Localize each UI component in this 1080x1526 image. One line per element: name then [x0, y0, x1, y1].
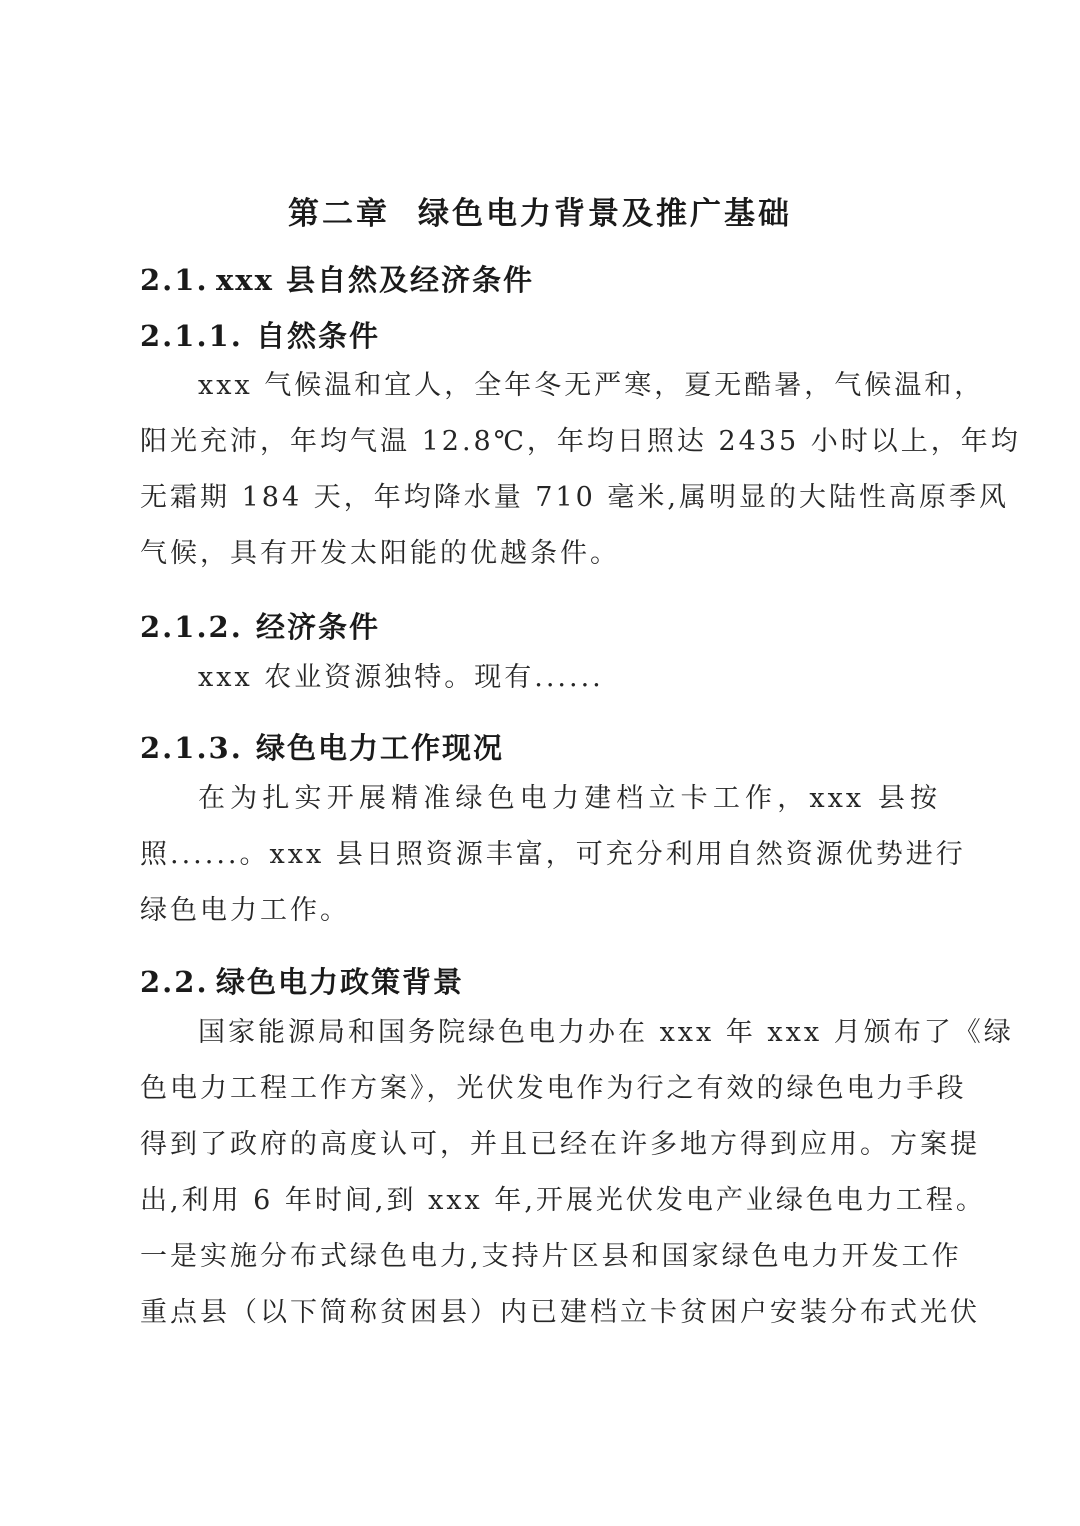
section-heading-2-1-2: [140, 605, 380, 646]
paragraph-line: 无霜期 184 天，年均降水量 710 毫米,属明显的大陆性高原季风: [140, 482, 1009, 513]
section-number: 2.1.3.: [140, 731, 243, 765]
chapter-title: [0, 188, 1080, 233]
section-title: 自然条件: [256, 319, 381, 353]
paragraph-line: 绿色电力工作。: [140, 895, 350, 926]
section-title: 绿色电力工作现况: [256, 731, 505, 765]
paragraph-line: 色电力工程工作方案》，光伏发电作为行之有效的绿色电力手段: [140, 1073, 967, 1104]
section-heading-2-1: [140, 258, 534, 299]
section-heading-2-2: [140, 960, 464, 1001]
paragraph-work-status: [140, 771, 966, 939]
section-number: 2.1.: [140, 263, 209, 297]
paragraph-line: 得到了政府的高度认可，并且已经在许多地方得到应用。方案提: [140, 1129, 980, 1160]
paragraph-natural-conditions: [140, 358, 1021, 582]
section-number: 2.1.2.: [140, 610, 243, 644]
chapter-number: 第二章: [288, 196, 390, 232]
paragraph-line: 照......。xxx 县日照资源丰富，可充分利用自然资源优势进行: [140, 839, 966, 870]
section-number: 2.1.1.: [140, 319, 243, 353]
paragraph-line: 在为扎实开展精准绿色电力建档立卡工作，xxx 县按: [198, 783, 940, 814]
chapter-heading: 绿色电力背景及推广基础: [418, 196, 792, 232]
section-title: 绿色电力政策背景: [216, 965, 465, 999]
paragraph-line: xxx 气候温和宜人，全年冬无严寒，夏无酷暑，气候温和，: [198, 370, 985, 401]
paragraph-line: 一是实施分布式绿色电力,支持片区县和国家绿色电力开发工作: [140, 1241, 962, 1272]
section-heading-2-1-3: [140, 726, 504, 767]
paragraph-line: 阳光充沛，年均气温 12.8℃，年均日照达 2435 小时以上，年均: [140, 426, 1021, 457]
paragraph-policy-background: [140, 1005, 1014, 1341]
paragraph-line: xxx 农业资源独特。现有......: [198, 662, 604, 693]
section-title: 经济条件: [256, 610, 381, 644]
section-heading-2-1-1: [140, 314, 380, 355]
section-title: xxx 县自然及经济条件: [216, 263, 534, 297]
paragraph-line: 国家能源局和国务院绿色电力办在 xxx 年 xxx 月颁布了《绿: [198, 1017, 1014, 1048]
paragraph-line: 气候，具有开发太阳能的优越条件。: [140, 538, 620, 569]
section-number: 2.2.: [140, 965, 209, 999]
paragraph-line: 重点县（以下简称贫困县）内已建档立卡贫困户安装分布式光伏: [140, 1297, 980, 1328]
paragraph-economic-conditions: [140, 650, 940, 706]
paragraph-line: 出,利用 6 年时间,到 xxx 年,开展光伏发电产业绿色电力工程。: [140, 1185, 986, 1216]
